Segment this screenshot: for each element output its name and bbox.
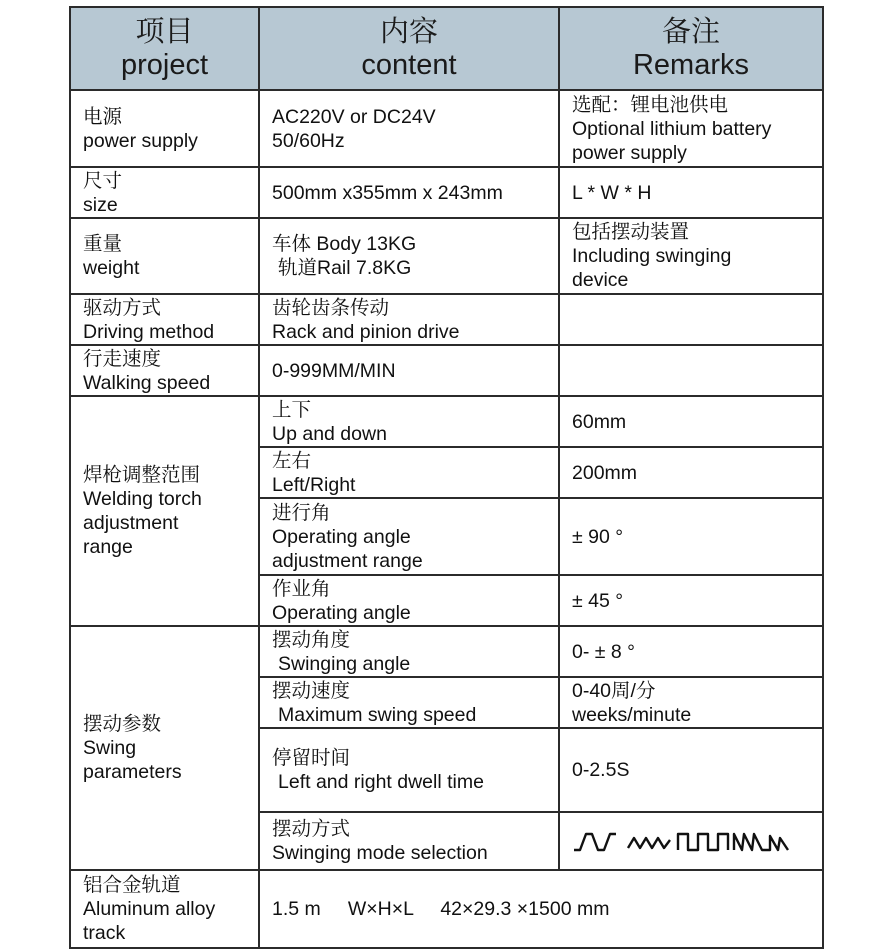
content-cell: 上下 Up and down (259, 396, 559, 447)
remark-cell: 0-2.5S (559, 728, 823, 812)
content-cell: 摆动方式 Swinging mode selection (259, 812, 559, 870)
remark-cell: 200mm (559, 447, 823, 498)
content-cell: 左右 Left/Right (259, 447, 559, 498)
content-cell: AC220V or DC24V 50/60Hz (259, 90, 559, 167)
item-cell: 重量 weight (70, 218, 259, 294)
item-cell: 驱动方式 Driving method (70, 294, 259, 345)
table-row (70, 626, 823, 677)
item-cell: 行走速度 Walking speed (70, 345, 259, 396)
remark-cell: ± 90 ° (559, 498, 823, 575)
header-project: 项目 project (70, 7, 259, 90)
remark-cell: 60mm (559, 396, 823, 447)
table-row (70, 294, 823, 345)
item-cell-swing: 摆动参数 Swing parameters (70, 626, 259, 870)
table-row (70, 345, 823, 396)
item-cell-torch: 焊枪调整范围 Welding torch adjustment range (70, 396, 259, 626)
content-cell: 500mm x355mm x 243mm (259, 167, 559, 218)
remark-cell (559, 294, 823, 345)
content-cell-track: 1.5 m W×H×L 42×29.3 ×1500 mm (259, 870, 823, 948)
remark-cell (559, 812, 823, 870)
item-cell: 电源 power supply (70, 90, 259, 167)
content-cell: 摆动速度 Maximum swing speed (259, 677, 559, 728)
content-cell: 作业角 Operating angle (259, 575, 559, 626)
header-row (70, 7, 823, 90)
content-cell: 摆动角度 Swinging angle (259, 626, 559, 677)
table-row (70, 218, 823, 294)
item-cell-track: 铝合金轨道 Aluminum alloy track (70, 870, 259, 948)
header-remarks: 备注 Remarks (559, 7, 823, 90)
remark-cell: 包括摆动装置 Including swinging device (559, 218, 823, 294)
swing-mode-waveforms-icon (572, 826, 792, 856)
remark-cell (559, 345, 823, 396)
table-row (70, 396, 823, 447)
content-cell: 0-999MM/MIN (259, 345, 559, 396)
header-content: 内容 content (259, 7, 559, 90)
remark-cell: 选配：锂电池供电 Optional lithium battery power supply (559, 90, 823, 167)
item-cell: 尺寸 size (70, 167, 259, 218)
remark-cell: L * W * H (559, 167, 823, 218)
table-row (70, 870, 823, 948)
remark-cell: 0-40周/分 weeks/minute (559, 677, 823, 728)
content-cell: 齿轮齿条传动 Rack and pinion drive (259, 294, 559, 345)
remark-cell: 0- ± 8 ° (559, 626, 823, 677)
remark-cell: ± 45 ° (559, 575, 823, 626)
content-cell: 停留时间 Left and right dwell time (259, 728, 559, 812)
table-row (70, 167, 823, 218)
spec-table (69, 6, 824, 949)
table-row (70, 90, 823, 167)
content-cell: 进行角 Operating angle adjustment range (259, 498, 559, 575)
content-cell: 车体 Body 13KG 轨道Rail 7.8KG (259, 218, 559, 294)
